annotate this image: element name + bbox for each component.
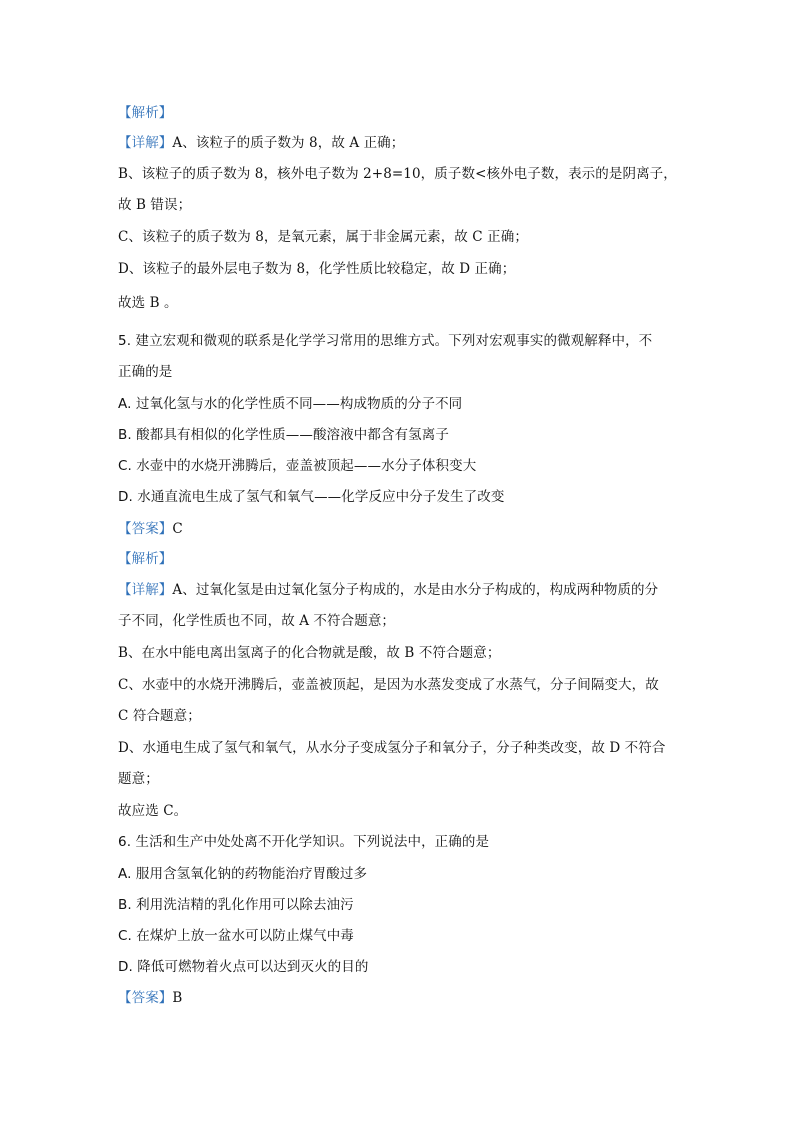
q6-answer	[118, 989, 182, 1007]
q5-detail-a-line2: 子不同，化学性质也不同，故 A 不符合题意；	[118, 613, 396, 629]
q5-option-c: C. 水壶中的水烧开沸腾后，壶盖被顶起——水分子体积变大	[118, 458, 477, 474]
q5-answer	[118, 520, 183, 538]
q5-conclusion: 故应选 C。	[118, 803, 188, 819]
q6-answer-value: B	[172, 990, 183, 1006]
q6-option-a: A. 服用含氢氧化钠的药物能治疗胃酸过多	[118, 866, 368, 882]
q6-option-c: C. 在煤炉上放一盆水可以防止煤气中毒	[118, 928, 354, 944]
q5-detail-a-text: A、过氧化氢是由过氧化氢分子构成的，水是由水分子构成的，构成两种物质的分	[172, 582, 659, 598]
q5-detail-c-line1: C、水壶中的水烧开沸腾后，壶盖被顶起，是因为水蒸发变成了水蒸气，分子间隔变大，故	[118, 677, 659, 693]
q4-detail-a-text: A、该粒子的质子数为 8，故 A 正确；	[172, 135, 405, 151]
q5-analysis-heading	[118, 550, 172, 568]
q4-detail-b-line2: 故 B 错误；	[118, 197, 192, 213]
q4-detail-a	[118, 134, 404, 152]
q5-detail-c-line2: C 符合题意；	[118, 708, 201, 724]
q5-option-b: B. 酸都具有相似的化学性质——酸溶液中都含有氢离子	[118, 427, 449, 443]
detail-tag: 【详解】	[118, 582, 173, 598]
q5-detail-d-line2: 题意；	[118, 771, 159, 787]
answer-tag: 【答案】	[118, 521, 173, 537]
q5-detail-a-line1	[118, 581, 658, 599]
q5-detail-d-line1: D、水通电生成了氢气和氧气，从水分子变成氢分子和氧分子，分子种类改变，故 D 不符合	[118, 740, 666, 756]
q6-stem: 6. 生活和生产中处处离不开化学知识。下列说法中，正确的是	[118, 834, 490, 850]
q5-answer-value: C	[172, 521, 183, 537]
q5-stem-line2: 正确的是	[118, 364, 173, 380]
q5-detail-b: B、在水中能电离出氢离子的化合物就是酸，故 B 不符合题意；	[118, 645, 501, 661]
q4-detail-c: C、该粒子的质子数为 8，是氧元素，属于非金属元素，故 C 正确；	[118, 229, 528, 245]
q4-conclusion: 故选 B 。	[118, 295, 178, 311]
q4-detail-b-line1: B、该粒子的质子数为 8，核外电子数为 2+8=10，质子数<核外电子数，表示的是阴离子，	[118, 166, 677, 182]
q5-option-d: D. 水通直流电生成了氢气和氧气——化学反应中分子发生了改变	[118, 489, 505, 505]
q5-stem-line1: 5. 建立宏观和微观的联系是化学学习常用的思维方式。下列对宏观事实的微观解释中，不	[118, 333, 653, 349]
q4-detail-d: D、该粒子的最外层电子数为 8，化学性质比较稳定，故 D 正确；	[118, 261, 516, 277]
answer-tag: 【答案】	[118, 990, 173, 1006]
analysis-tag: 【解析】	[118, 551, 173, 567]
detail-tag: 【详解】	[118, 135, 173, 151]
analysis-tag: 【解析】	[118, 105, 173, 121]
q6-option-b: B. 利用洗洁精的乳化作用可以除去油污	[118, 897, 354, 913]
q5-option-a: A. 过氧化氢与水的化学性质不同——构成物质的分子不同	[118, 396, 463, 412]
q4-analysis-heading	[118, 104, 172, 122]
q6-option-d: D. 降低可燃物着火点可以达到灭火的目的	[118, 959, 369, 975]
